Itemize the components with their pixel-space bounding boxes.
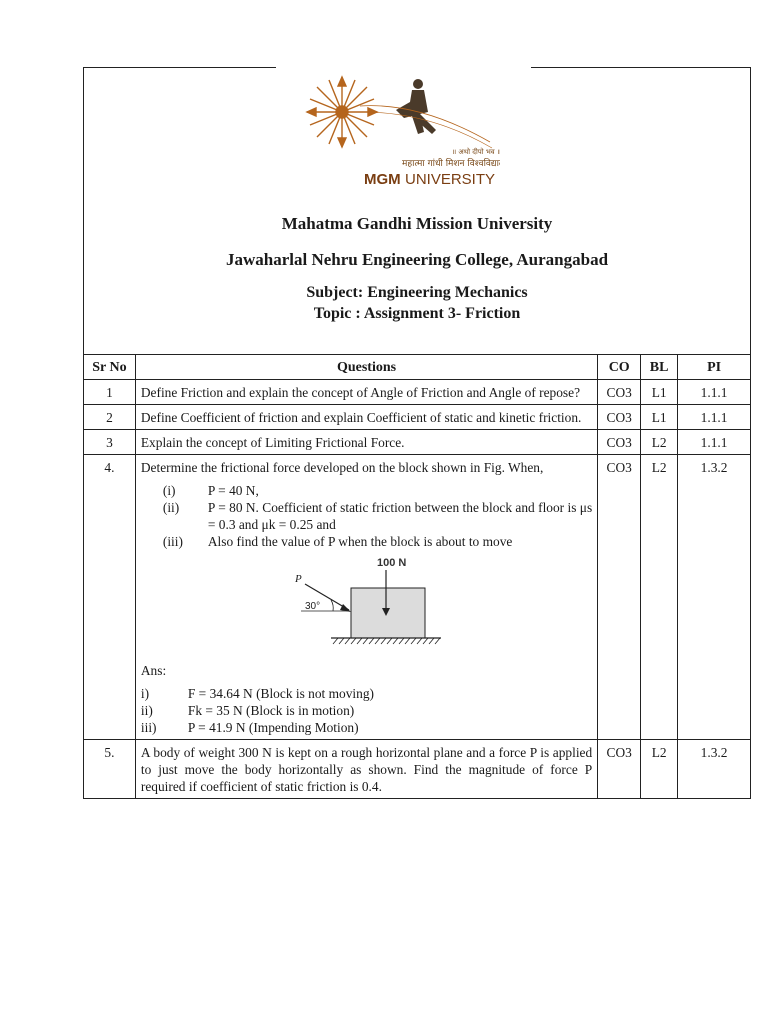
table-header-row (84, 355, 751, 380)
part-text: Also find the value of P when the block is about to move (207, 534, 513, 549)
question-text: Determine the frictional force developed on the block shown in Fig. When, (140, 460, 544, 475)
bl-cell: L2 (641, 455, 678, 740)
logo-motto: ॥ अथो दीपो भव ॥ (452, 148, 500, 156)
topic-title: Topic : Assignment 3- Friction (313, 305, 521, 322)
sr-no: 2 (84, 405, 136, 430)
table-row (84, 455, 751, 740)
question-text: Explain the concept of Limiting Frictional Force. (135, 430, 597, 455)
pi-cell: 1.1.1 (678, 405, 751, 430)
pi-cell: 1.3.2 (678, 740, 751, 799)
question-cell (135, 455, 597, 740)
frame-top-right-line (531, 67, 751, 68)
pi-cell: 1.1.1 (678, 380, 751, 405)
question-part (163, 499, 592, 533)
table-row (84, 740, 751, 799)
question-part (163, 482, 592, 499)
logo-hindi-name: महात्मा गांधी मिशन विश्वविद्यालय (402, 159, 500, 169)
bl-cell: L2 (641, 740, 678, 799)
university-title: Mahatma Gandhi Mission University (281, 214, 553, 233)
header-co: CO (598, 355, 641, 380)
answer-number: ii) (140, 703, 153, 718)
mgm-university-logo (300, 72, 500, 192)
question-parts (163, 482, 592, 550)
force-p-label: P (294, 573, 302, 585)
answer-number: i) (140, 686, 150, 701)
bl-cell: L1 (641, 405, 678, 430)
pi-cell: 1.3.2 (678, 455, 751, 740)
answer-item (141, 702, 592, 719)
angle-arc (331, 600, 333, 611)
answers-list (141, 685, 592, 736)
angle-label: 30° (304, 601, 320, 612)
frame-top-left-line (83, 67, 276, 68)
answer-number: iii) (140, 720, 157, 735)
question-text: Define Friction and explain the concept of Angle of Friction and Angle of repose? (135, 380, 597, 405)
co-cell: CO3 (598, 740, 641, 799)
table-row (84, 430, 751, 455)
answer-text: F = 34.64 N (Block is not moving) (187, 686, 374, 701)
question-text: A body of weight 300 N is kept on a rough horizontal plane and a force P is applied to just move the body horizontally as shown. Find the magnitude of force P required if coefficient of static friction is 0.4. (135, 740, 597, 799)
header-bl: BL (641, 355, 678, 380)
sr-no: 4. (84, 455, 136, 740)
answer-label: Ans: (140, 663, 167, 678)
part-number: (ii) (162, 500, 180, 515)
part-number: (i) (162, 483, 176, 498)
block (351, 588, 425, 638)
header-pi: PI (678, 355, 751, 380)
answer-text: Fk = 35 N (Block is in motion) (187, 703, 355, 718)
question-part (163, 533, 592, 550)
header-sr-no: Sr No (84, 355, 136, 380)
table-row (84, 405, 751, 430)
co-cell: CO3 (598, 405, 641, 430)
subject-title: Subject: Engineering Mechanics (306, 284, 528, 301)
floor-hatching (333, 638, 440, 644)
header-questions: Questions (135, 355, 597, 380)
answer-text: P = 41.9 N (Impending Motion) (187, 720, 359, 735)
part-text: P = 40 N, (207, 483, 259, 498)
co-cell: CO3 (598, 380, 641, 405)
question-text: Define Coefficient of friction and explain Coefficient of static and kinetic friction. (135, 405, 597, 430)
college-title: Jawaharlal Nehru Engineering College, Aurangabad (225, 250, 609, 269)
bl-cell: L1 (641, 380, 678, 405)
load-label: 100 N (376, 557, 407, 569)
co-cell: CO3 (598, 430, 641, 455)
answer-item (141, 719, 592, 736)
questions-table (83, 354, 751, 799)
sr-no: 5. (84, 740, 136, 799)
sr-no: 1 (84, 380, 136, 405)
co-cell: CO3 (598, 455, 641, 740)
spinning-figure-icon (396, 79, 436, 134)
table-row (84, 380, 751, 405)
frame-right-line (750, 67, 751, 356)
bl-cell: L2 (641, 430, 678, 455)
part-number: (iii) (162, 534, 183, 549)
part-text: P = 80 N. Coefficient of static friction between the block and floor is μs = 0.3 and μk = 0.25 and (207, 500, 593, 532)
pi-cell: 1.1.1 (678, 430, 751, 455)
logo-university: UNIVERSITY (405, 171, 496, 188)
block-force-figure (291, 554, 451, 654)
sr-no: 3 (84, 430, 136, 455)
logo-mgm: MGM (364, 171, 401, 188)
answer-item (141, 685, 592, 702)
